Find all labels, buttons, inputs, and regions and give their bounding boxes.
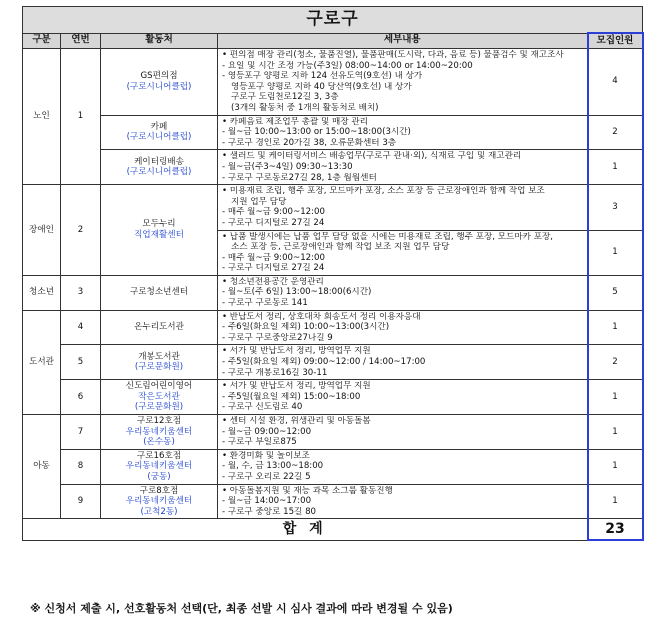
details-cell bbox=[218, 449, 588, 484]
details-cell bbox=[218, 150, 588, 185]
place-line: 구로8호점 bbox=[139, 485, 179, 496]
details-cell bbox=[218, 415, 588, 450]
table-row bbox=[23, 380, 643, 415]
header-place: 활동처 bbox=[101, 33, 218, 49]
detail-line: - 구로구 오리로 22길 5 bbox=[222, 471, 311, 482]
detail-line: - 주5일(화요일 제외) 09:00~12:00 / 14:00~17:00 bbox=[222, 357, 426, 368]
place-cell bbox=[101, 380, 218, 415]
header-details: 세부내용 bbox=[218, 33, 588, 49]
header-category: 구분 bbox=[23, 33, 61, 49]
detail-line: - 구로구 디지털로 27길 24 bbox=[222, 217, 325, 228]
place-line: 개봉도서관 bbox=[138, 351, 180, 362]
table-row bbox=[23, 310, 643, 345]
detail-line: - 월~금 10:00~13:00 or 15:00~18:00(3시간) bbox=[222, 127, 411, 138]
detail-line: - 매주 월~금 9:00~12:00 bbox=[222, 207, 325, 218]
table-row bbox=[23, 484, 643, 519]
place-cell bbox=[101, 484, 218, 519]
place-line: (구로시니어클럽) bbox=[126, 132, 192, 143]
number-cell: 3 bbox=[61, 275, 101, 310]
detail-line: - 매주 월~금 9:00~12:00 bbox=[222, 252, 325, 263]
detail-line: • 미용재료 조립, 행주 포장, 모드마카 포장, 소스 포장 등 근로장애인과 함께 작업 보조 bbox=[222, 186, 545, 197]
place-line: 모두누리 bbox=[142, 219, 176, 230]
detail-line: 소스 포장 등, 근로장애인과 함께 작업 보조 지원 업무 담당 bbox=[231, 242, 450, 253]
number-cell: 1 bbox=[61, 49, 101, 185]
recruit-count-cell: 2 bbox=[588, 115, 643, 150]
detail-line: - 월~금 09:00~12:00 bbox=[222, 426, 312, 437]
place-cell bbox=[101, 49, 218, 116]
detail-line: • 센터 시설 환경, 위생관리 및 아동돌봄 bbox=[222, 416, 371, 426]
place-line: 구로16호점 bbox=[136, 450, 182, 461]
detail-line: • 아동돌봄지원 및 재능 과목 소그룹 활동진행 bbox=[222, 485, 393, 496]
details-cell bbox=[218, 230, 588, 275]
place-line: (궁동) bbox=[147, 471, 171, 482]
details-cell bbox=[218, 275, 588, 310]
place-line: (고척2동) bbox=[140, 506, 178, 517]
place-line: (구로시니어클럽) bbox=[126, 81, 192, 92]
table-row bbox=[23, 49, 643, 116]
category-cell: 노인 bbox=[23, 49, 61, 185]
place-cell bbox=[101, 150, 218, 185]
recruit-count-cell: 1 bbox=[588, 415, 643, 450]
recruit-count-cell: 3 bbox=[588, 185, 643, 230]
recruit-count-cell: 5 bbox=[588, 275, 643, 310]
place-cell bbox=[101, 185, 218, 276]
recruit-count-cell: 1 bbox=[588, 484, 643, 519]
number-cell: 6 bbox=[61, 380, 101, 415]
recruit-count-cell: 1 bbox=[588, 150, 643, 185]
place-line: 직업재활센터 bbox=[134, 230, 184, 240]
place-cell bbox=[101, 345, 218, 380]
place-line: (구로시니어클럽) bbox=[126, 167, 192, 178]
recruit-count-cell: 4 bbox=[588, 49, 643, 116]
place-line: 작은도서관 bbox=[138, 391, 180, 402]
detail-line: - 요일 및 시간 조정 가능(주3일) 08:00~14:00 or 14:00~20:00 bbox=[222, 60, 473, 71]
place-line: 우리동네키움센터 bbox=[125, 461, 193, 472]
category-cell: 장애인 bbox=[23, 185, 61, 276]
detail-line: - 구로구 부일로875 bbox=[222, 437, 297, 448]
place-line: 우리동네키움센터 bbox=[125, 426, 193, 437]
place-cell bbox=[101, 310, 218, 345]
detail-line: - 월~토(주 6일) 13:00~18:00(6시간) bbox=[222, 287, 372, 298]
place-line: (구로문화원) bbox=[134, 402, 184, 413]
table-row bbox=[23, 345, 643, 380]
detail-line: (3개의 활동처 중 1개의 활동처로 배치) bbox=[231, 102, 379, 113]
detail-line: - 구로구 디지털로 27길 24 bbox=[222, 263, 325, 274]
details-cell bbox=[218, 185, 588, 230]
header-number: 연번 bbox=[61, 33, 101, 49]
detail-line: - 주5일(월요일 제외) 15:00~18:00 bbox=[222, 391, 361, 402]
detail-line: • 서가 및 반납도서 정리, 방역업무 지원 bbox=[222, 381, 371, 392]
detail-line: - 구로구 구로동로 141 bbox=[222, 298, 308, 309]
detail-line: - 구로구 중앙로 15길 80 bbox=[222, 506, 317, 517]
table-row bbox=[23, 185, 643, 230]
detail-line: - 월~금(주3~4일) 09:30~13:30 bbox=[222, 161, 353, 172]
recruit-count-cell: 1 bbox=[588, 310, 643, 345]
number-cell: 8 bbox=[61, 449, 101, 484]
details-cell bbox=[218, 49, 588, 116]
table-row bbox=[23, 115, 643, 150]
table-row bbox=[23, 275, 643, 310]
details-cell bbox=[218, 345, 588, 380]
place-line: 온누리도서관 bbox=[134, 322, 184, 333]
detail-line: • 환경미화 및 놀이보조 bbox=[222, 450, 310, 461]
details-cell bbox=[218, 484, 588, 519]
detail-line: - 월, 수, 금 13:00~18:00 bbox=[222, 461, 324, 472]
number-cell: 9 bbox=[61, 484, 101, 519]
detail-line: - 주6일(화요일 제외) 10:00~13:00(3시간) bbox=[222, 322, 390, 333]
category-cell: 아동 bbox=[23, 415, 61, 519]
place-cell bbox=[101, 449, 218, 484]
number-cell: 4 bbox=[61, 310, 101, 345]
detail-line: - 영등포구 양평로 지하 124 선유도역(9호선) 내 상가 bbox=[222, 71, 423, 82]
place-line: 신도림어린이영어 bbox=[125, 381, 193, 392]
table-title: 구로구 bbox=[23, 7, 643, 34]
number-cell: 2 bbox=[61, 185, 101, 276]
table-row bbox=[23, 415, 643, 450]
details-cell bbox=[218, 380, 588, 415]
total-label: 합 계 bbox=[23, 519, 588, 541]
table-body bbox=[23, 49, 643, 519]
details-cell bbox=[218, 115, 588, 150]
recruitment-table bbox=[22, 6, 644, 541]
place-line: 구로청소년센터 bbox=[129, 287, 189, 298]
place-line: 구로12호점 bbox=[136, 416, 182, 426]
place-line: GS편의점 bbox=[140, 71, 178, 82]
footnote: ※ 신청서 제출 시, 선호활동처 선택(단, 최종 선발 시 심사 결과에 따라 변경될 수 있음) bbox=[30, 602, 453, 615]
category-cell: 도서관 bbox=[23, 310, 61, 414]
detail-line: - 구로구 구로동로27길 28, 1층 웜웜센터 bbox=[222, 172, 377, 183]
detail-line: 지원 업무 담당 bbox=[231, 196, 287, 207]
place-line: 우리동네키움센터 bbox=[125, 496, 193, 507]
detail-line: 영등포구 양평로 지하 40 당산역(9호선) 내 상가 bbox=[231, 81, 412, 92]
detail-line: - 구로구 경인로 20가길 38, 오류문화센터 3층 bbox=[222, 137, 397, 148]
place-line: 케이터링배송 bbox=[134, 156, 184, 167]
detail-line: - 구로구 신도림로 40 bbox=[222, 402, 303, 413]
recruit-count-cell: 1 bbox=[588, 380, 643, 415]
place-line: 카페 bbox=[150, 121, 168, 132]
detail-line: 구로구 도림천로12길 3, 3층 bbox=[231, 92, 339, 103]
detail-line: - 구로구 구로중앙로27나길 9 bbox=[222, 332, 333, 343]
detail-line: • 청소년전용공간 운영관리 bbox=[222, 276, 324, 287]
place-cell bbox=[101, 115, 218, 150]
detail-line: - 월~금 14:00~17:00 bbox=[222, 496, 312, 507]
details-cell bbox=[218, 310, 588, 345]
table-row bbox=[23, 449, 643, 484]
detail-line: • 납품 발생시에는 납품 업무 담당 없을 시에는 미용재료 조립, 행주 포장, 모드마카 포장, bbox=[222, 231, 554, 242]
detail-line: • 반납도서 정리, 상호대차 회송도서 정리 이용자응대 bbox=[222, 311, 421, 322]
recruit-count-cell: 1 bbox=[588, 449, 643, 484]
recruit-count-cell: 2 bbox=[588, 345, 643, 380]
number-cell: 7 bbox=[61, 415, 101, 450]
total-value: 23 bbox=[588, 519, 643, 541]
detail-line: • 서가 및 반납도서 정리, 방역업무 지원 bbox=[222, 346, 371, 357]
place-cell bbox=[101, 275, 218, 310]
recruit-count-cell: 1 bbox=[588, 230, 643, 275]
detail-line: • 카페음료 제조업무 총괄 및 매장 관리 bbox=[222, 116, 368, 127]
detail-line: • 편의점 매장 관리(청소, 물품진열), 물품판매(도시락, 다과, 음료 등) 물품검수 및 재고조사 bbox=[222, 50, 564, 60]
place-cell bbox=[101, 415, 218, 450]
detail-line: • 샐러드 및 케이터링서비스 배송업무(구로구 관내·외), 식재료 구입 및 재고관리 bbox=[222, 151, 522, 162]
category-cell: 청소년 bbox=[23, 275, 61, 310]
place-line: (구로문화원) bbox=[134, 362, 184, 373]
detail-line: - 구로구 개봉로16길 30-11 bbox=[222, 367, 328, 378]
header-recruit: 모집인원 bbox=[588, 33, 643, 49]
table-row bbox=[23, 150, 643, 185]
place-line: (온수동) bbox=[143, 437, 175, 448]
number-cell: 5 bbox=[61, 345, 101, 380]
